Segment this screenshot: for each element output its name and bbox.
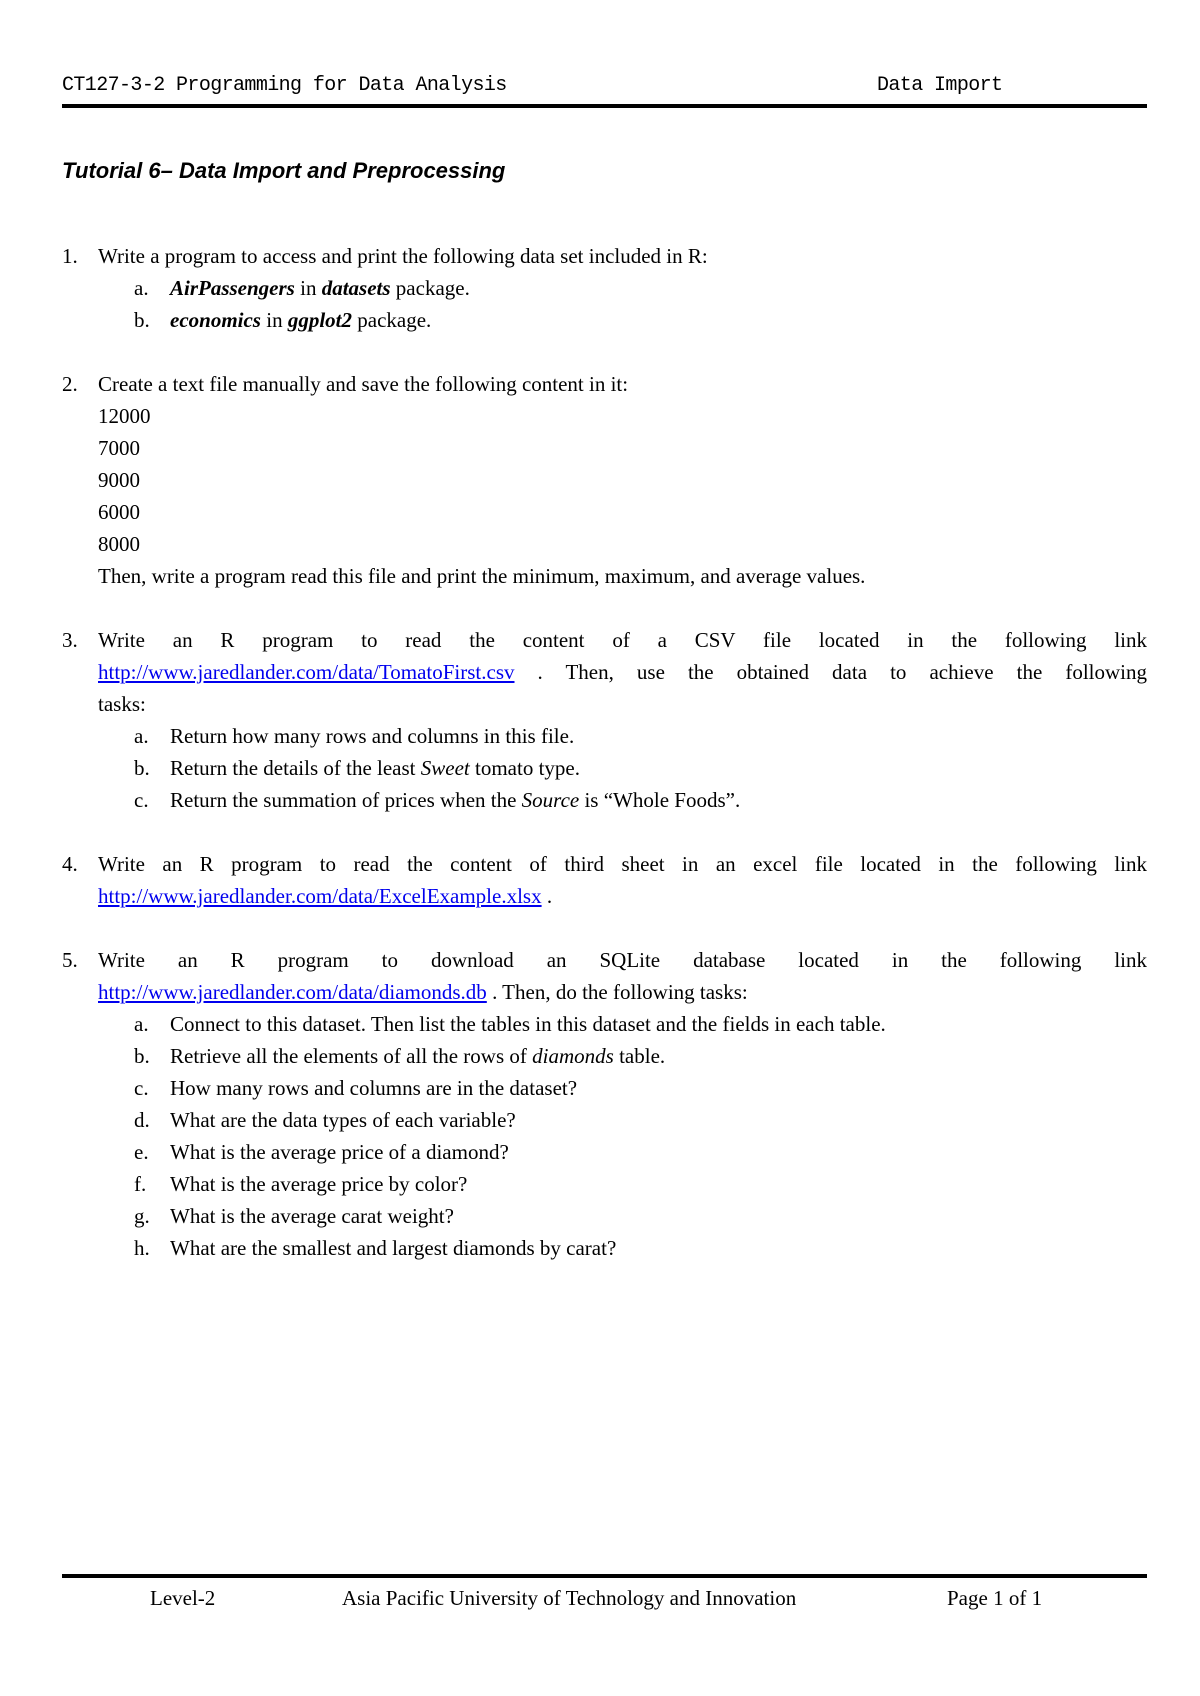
file-value: 12000 [98, 404, 151, 428]
question-text-line2: http://www.jaredlander.com/data/ExcelExample.xlsx . [98, 884, 553, 908]
file-value: 6000 [98, 500, 140, 524]
question-1 [62, 240, 1147, 272]
course-title: CT127-3-2 Programming for Data Analysis [62, 74, 507, 97]
file-value: 9000 [98, 468, 140, 492]
dataset-name: AirPassengers [170, 276, 295, 300]
question-3a: a. Return how many rows and columns in this file. [134, 724, 575, 748]
question-text: Write a program to access and print the following data set included in R: [98, 244, 708, 268]
question-1a: a. AirPassengers in datasets package. [134, 276, 470, 300]
footer-page-number: Page 1 of 1 [947, 1586, 1043, 1610]
question-2 [62, 368, 1147, 592]
question-5 [62, 944, 1147, 1008]
question-list [62, 240, 1147, 1264]
question-3 [62, 624, 1147, 720]
question-5d: d. What are the data types of each variable? [134, 1108, 516, 1132]
page-footer [62, 1574, 1147, 1610]
question-text: Write an R program to read the content of a CSV file located in the following link [98, 628, 1147, 652]
question-text: Write an R program to download an SQLite database located in the following link [98, 948, 1147, 972]
csv-link[interactable]: http://www.jaredlander.com/data/TomatoFirst.csv [98, 660, 515, 684]
question-5e: e. What is the average price of a diamond? [134, 1140, 509, 1164]
question-text-line3: tasks: [98, 692, 146, 716]
dataset-name: economics [170, 308, 261, 332]
question-text: Create a text file manually and save the following content in it: [98, 372, 629, 396]
question-number: 4. [62, 852, 78, 876]
question-number: 3. [62, 628, 78, 652]
question-5a: a. Connect to this dataset. Then list the tables in this dataset and the fields in each table. [134, 1012, 886, 1036]
question-5g: g. What is the average carat weight? [134, 1204, 454, 1228]
question-4 [62, 848, 1147, 912]
question-number: 2. [62, 372, 78, 396]
file-value: 7000 [98, 436, 140, 460]
header-topic: Data Import [877, 74, 1003, 97]
question-instruction: Then, write a program read this file and print the minimum, maximum, and average values. [98, 564, 866, 588]
question-5b: b. Retrieve all the elements of all the rows of diamonds table. [134, 1044, 666, 1068]
page-header [62, 72, 1147, 108]
excel-link[interactable]: http://www.jaredlander.com/data/ExcelExample.xlsx [98, 884, 542, 908]
footer-university: Asia Pacific University of Technology and Innovation [342, 1586, 797, 1610]
question-number: 1. [62, 244, 78, 268]
file-value: 8000 [98, 532, 140, 556]
footer-level: Level-2 [150, 1586, 216, 1610]
question-3b: b. Return the details of the least Sweet tomato type. [134, 756, 580, 780]
tutorial-title: Tutorial 6– Data Import and Preprocessing [62, 158, 506, 183]
sqlite-link[interactable]: http://www.jaredlander.com/data/diamonds.db [98, 980, 487, 1004]
question-text-line2: http://www.jaredlander.com/data/TomatoFirst.csv . Then, use the obtained data to achieve the following [98, 660, 1147, 684]
question-3c: c. Return the summation of prices when the Source is “Whole Foods”. [134, 788, 741, 812]
question-number: 5. [62, 948, 78, 972]
question-text: Write an R program to read the content of third sheet in an excel file located in the following link [98, 852, 1147, 876]
question-5c: c. How many rows and columns are in the dataset? [134, 1076, 578, 1100]
package-name: ggplot2 [287, 308, 352, 332]
question-5h: h. What are the smallest and largest diamonds by carat? [134, 1236, 617, 1260]
question-1b: b. economics in ggplot2 package. [134, 308, 432, 332]
question-text-line2: http://www.jaredlander.com/data/diamonds.db . Then, do the following tasks: [98, 980, 748, 1004]
question-5f: f. What is the average price by color? [134, 1172, 468, 1196]
package-name: datasets [321, 276, 391, 300]
